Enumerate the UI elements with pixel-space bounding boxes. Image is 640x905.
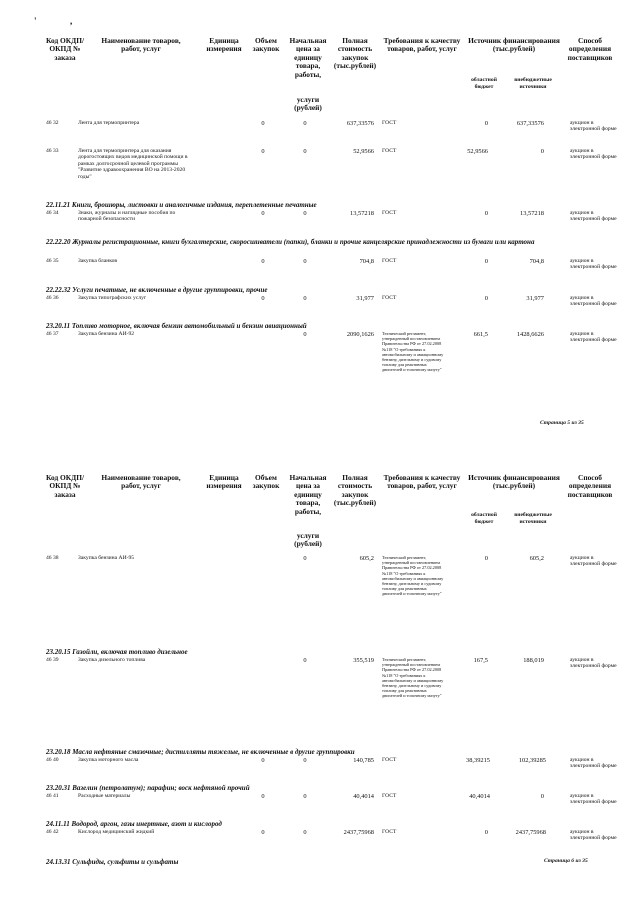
group-code: 23.20.11 <box>46 322 71 330</box>
group-title: Топливо моторное, включая бензин автомобильный и бензин авиационный <box>71 322 307 330</box>
group-code: 22.22.32 <box>46 286 71 294</box>
row-total: 140,785 <box>353 757 374 764</box>
row-requirements: ГОСТ <box>382 258 397 264</box>
row-requirements: ГОСТ <box>382 295 397 301</box>
row-price: 0 <box>303 258 307 265</box>
header-source: Источник финансирования (тыс.рублей) <box>468 473 560 491</box>
row-regional: 40,4014 <box>469 793 490 800</box>
row-code: 46 33 <box>46 148 59 154</box>
row-requirements: ГОСТ <box>382 829 397 835</box>
group-title: Газойли, включая топливо дизельное <box>72 648 188 656</box>
header-name: Наименование товаров, работ, услуг <box>101 473 181 491</box>
row-requirements: ГОСТ <box>382 120 397 126</box>
row-price: 0 <box>303 120 307 127</box>
row-requirements: Технический регламент, утвержденный постановлением Правительства РФ от 27.02.2008 №118 "О требованиях к автомобильному и авиационному бензину, дизельному и судовому топливу для реактивных двигателей и топочному мазуту" <box>382 331 444 373</box>
row-price: 0 <box>303 757 307 764</box>
row-regional: 0 <box>484 210 488 217</box>
group-heading <box>46 784 606 792</box>
row-price: 0 <box>303 555 307 562</box>
row-name: Закупка бланков <box>78 258 118 264</box>
row-method: аукцион в электронной форме <box>570 331 617 344</box>
group-heading <box>46 238 606 246</box>
header-price-suffix: услуги (рублей) <box>294 531 322 549</box>
row-offbudget: 704,8 <box>529 258 544 265</box>
row-code: 46 35 <box>46 258 59 264</box>
header-source-regional: областной бюджет <box>471 77 497 90</box>
row-offbudget: 0 <box>540 148 544 155</box>
row-requirements: ГОСТ <box>382 757 397 763</box>
row-method: аукцион в электронной форме <box>570 295 617 308</box>
group-code: 23.20.15 <box>46 648 71 656</box>
row-regional: 52,9566 <box>467 148 488 155</box>
group-title: Журналы регистрационные, книги бухгалтерские, скоросшиватели (папки), бланки и прочие канцелярские принадлежности из бумаги или картона <box>72 238 535 246</box>
group-title: Книги, брошюры, листовки и аналогичные издания, переплетенные печатные <box>71 201 317 209</box>
row-volume: 0 <box>261 210 265 217</box>
row-price: 0 <box>303 793 307 800</box>
group-heading <box>46 286 606 294</box>
row-offbudget: 102,39285 <box>518 757 546 764</box>
page-number: Страница 5 из 35 <box>540 420 584 426</box>
row-code: 46 42 <box>46 829 59 835</box>
row-name: Знаки, журналы и наглядные пособия по пожарной безопасности <box>78 210 176 223</box>
row-offbudget: 637,33576 <box>516 120 544 127</box>
row-regional: 38,39215 <box>466 757 490 764</box>
group-heading <box>46 858 446 866</box>
row-volume: 0 <box>261 793 265 800</box>
row-name: Закупка бензина АИ-95 <box>78 555 135 561</box>
row-method: аукцион в электронной форме <box>570 210 617 223</box>
row-total: 13,57218 <box>350 210 374 217</box>
row-total: 605,2 <box>359 555 374 562</box>
header-price-suffix: услуги (рублей) <box>294 95 322 113</box>
row-volume: 0 <box>261 148 265 155</box>
row-code: 46 32 <box>46 120 59 126</box>
group-heading <box>46 820 606 828</box>
page-number: Страница 6 из 35 <box>544 858 588 864</box>
row-total: 52,9566 <box>353 148 374 155</box>
group-title: Вазелин (петролатум); парафин; воск нефтяной прочий <box>72 784 250 792</box>
row-volume: 0 <box>261 295 265 302</box>
group-heading <box>46 648 606 656</box>
row-name: Закупка дизельного топлива <box>78 657 146 663</box>
header-requirements: Требования к качеству товаров, работ, услуг <box>383 473 461 491</box>
row-name: Закупка бензина АИ-92 <box>78 331 135 337</box>
header-volume: Объем закупок <box>252 473 280 491</box>
group-title: Сульфиды, сульфиты и сульфаты <box>72 858 179 866</box>
header-unit: Единица измерения <box>206 36 242 54</box>
header-requirements: Требования к качеству товаров, работ, услуг <box>383 36 461 54</box>
row-regional: 167,5 <box>473 657 488 664</box>
group-code: 23.20.18 <box>46 748 71 756</box>
header-unit: Единица измерения <box>206 473 242 491</box>
header-total: Полная стоимость закупок (тыс.рублей) <box>333 36 377 71</box>
row-volume: 0 <box>261 258 265 265</box>
row-code: 46 38 <box>46 555 59 561</box>
row-price: 0 <box>303 295 307 302</box>
row-code: 46 37 <box>46 331 59 337</box>
row-offbudget: 605,2 <box>529 555 544 562</box>
row-offbudget: 13,57218 <box>520 210 544 217</box>
scan-mark: ' <box>34 16 37 26</box>
group-code: 22.22.20 <box>46 238 71 246</box>
scan-mark: , <box>70 16 73 26</box>
row-price: 0 <box>303 657 307 664</box>
row-name: Лента для термопринтера для оказания дорогостоящих видов медицинской помощи в рамках долгосрочной целевой программы "Развитие здравоохранения ВО на 2013-2020 годы" <box>78 148 188 180</box>
row-offbudget: 1428,6626 <box>516 331 544 338</box>
row-regional: 0 <box>484 295 488 302</box>
row-total: 704,8 <box>359 258 374 265</box>
row-regional: 0 <box>484 120 488 127</box>
header-name: Наименование товаров, работ, услуг <box>101 36 181 54</box>
row-volume: 0 <box>261 829 265 836</box>
row-requirements: ГОСТ <box>382 148 397 154</box>
row-method: аукцион в электронной форме <box>570 829 617 842</box>
header-source-offbudget: внебюджетные источники <box>514 512 552 525</box>
row-price: 0 <box>303 148 307 155</box>
group-title: Водород, аргон, газы инертные, азот и кислород <box>71 820 222 828</box>
header-price: Начальная цена за единицу товара, работы, <box>289 36 327 79</box>
row-offbudget: 188,019 <box>523 657 544 664</box>
group-code: 22.11.21 <box>46 201 71 209</box>
row-total: 637,33576 <box>346 120 374 127</box>
row-requirements: ГОСТ <box>382 793 397 799</box>
group-title: Масла нефтяные смазочные; дистилляты тяжелые, не включенные в другие группировки <box>72 748 355 756</box>
row-total: 2090,1626 <box>346 331 374 338</box>
row-method: аукцион в электронной форме <box>570 258 617 271</box>
row-volume: 0 <box>261 757 265 764</box>
row-regional: 0 <box>484 829 488 836</box>
row-total: 2437,75968 <box>343 829 374 836</box>
row-offbudget: 0 <box>540 793 544 800</box>
row-method: аукцион в электронной форме <box>570 757 617 770</box>
row-code: 46 34 <box>46 210 59 216</box>
header-source: Источник финансирования (тыс.рублей) <box>468 36 560 54</box>
row-name: Закупка моторного масла <box>78 757 139 763</box>
header-price: Начальная цена за единицу товара, работы, <box>289 473 327 516</box>
row-price: 0 <box>303 210 307 217</box>
row-name: Расходные материалы <box>78 793 131 799</box>
row-offbudget: 31,977 <box>526 295 544 302</box>
row-total: 31,977 <box>356 295 374 302</box>
row-requirements: Технический регламент, утвержденный постановлением Правительства РФ от 27.02.2008 №118 "О требованиях к автомобильному и авиационному бензину, дизельному и судовому топливу для реактивных двигателей и топочному мазуту" <box>382 555 444 597</box>
header-method: Способ определения поставщиков <box>567 36 613 62</box>
row-method: аукцион в электронной форме <box>570 148 617 161</box>
row-method: аукцион в электронной форме <box>570 120 617 133</box>
group-heading <box>46 322 606 330</box>
row-name: Лента для термопринтера <box>78 120 140 126</box>
row-total: 40,4014 <box>353 793 374 800</box>
row-total: 355,519 <box>353 657 374 664</box>
row-code: 46 41 <box>46 793 59 799</box>
row-regional: 0 <box>484 555 488 562</box>
row-offbudget: 2437,75968 <box>515 829 546 836</box>
row-method: аукцион в электронной форме <box>570 657 617 670</box>
row-code: 46 40 <box>46 757 59 763</box>
row-price: 0 <box>303 829 307 836</box>
group-heading <box>46 748 606 756</box>
header-total: Полная стоимость закупок (тыс.рублей) <box>333 473 377 508</box>
row-volume: 0 <box>261 120 265 127</box>
row-requirements: Технический регламент, утвержденный постановлением Правительства РФ от 27.02.2008 №118 "О требованиях к автомобильному и авиационному бензину, дизельному и судовому топливу для реактивных двигателей и топочному мазуту" <box>382 657 444 699</box>
group-heading <box>46 201 606 209</box>
header-code: Код ОКДП/ ОКПД № заказа <box>45 36 85 62</box>
header-source-regional: областной бюджет <box>471 512 497 525</box>
row-name: Кислород медицинский жидкий <box>78 829 155 835</box>
row-regional: 0 <box>484 258 488 265</box>
row-method: аукцион в электронной форме <box>570 555 617 568</box>
group-title: Услуги печатные, не включенные в другие группировки, прочие <box>72 286 268 294</box>
row-name: Закупка типографских услуг <box>78 295 147 301</box>
group-code: 23.20.31 <box>46 784 71 792</box>
header-code: Код ОКДП/ ОКПД № заказа <box>45 473 85 499</box>
row-requirements: ГОСТ <box>382 210 397 216</box>
row-code: 46 39 <box>46 657 59 663</box>
header-source-offbudget: внебюджетные источники <box>514 77 552 90</box>
row-method: аукцион в электронной форме <box>570 793 617 806</box>
group-code: 24.13.31 <box>46 858 71 866</box>
group-code: 24.11.11 <box>46 820 70 828</box>
row-regional: 661,5 <box>473 331 488 338</box>
header-volume: Объем закупок <box>252 36 280 54</box>
row-price: 0 <box>303 331 307 338</box>
row-code: 46 36 <box>46 295 59 301</box>
header-method: Способ определения поставщиков <box>567 473 613 499</box>
